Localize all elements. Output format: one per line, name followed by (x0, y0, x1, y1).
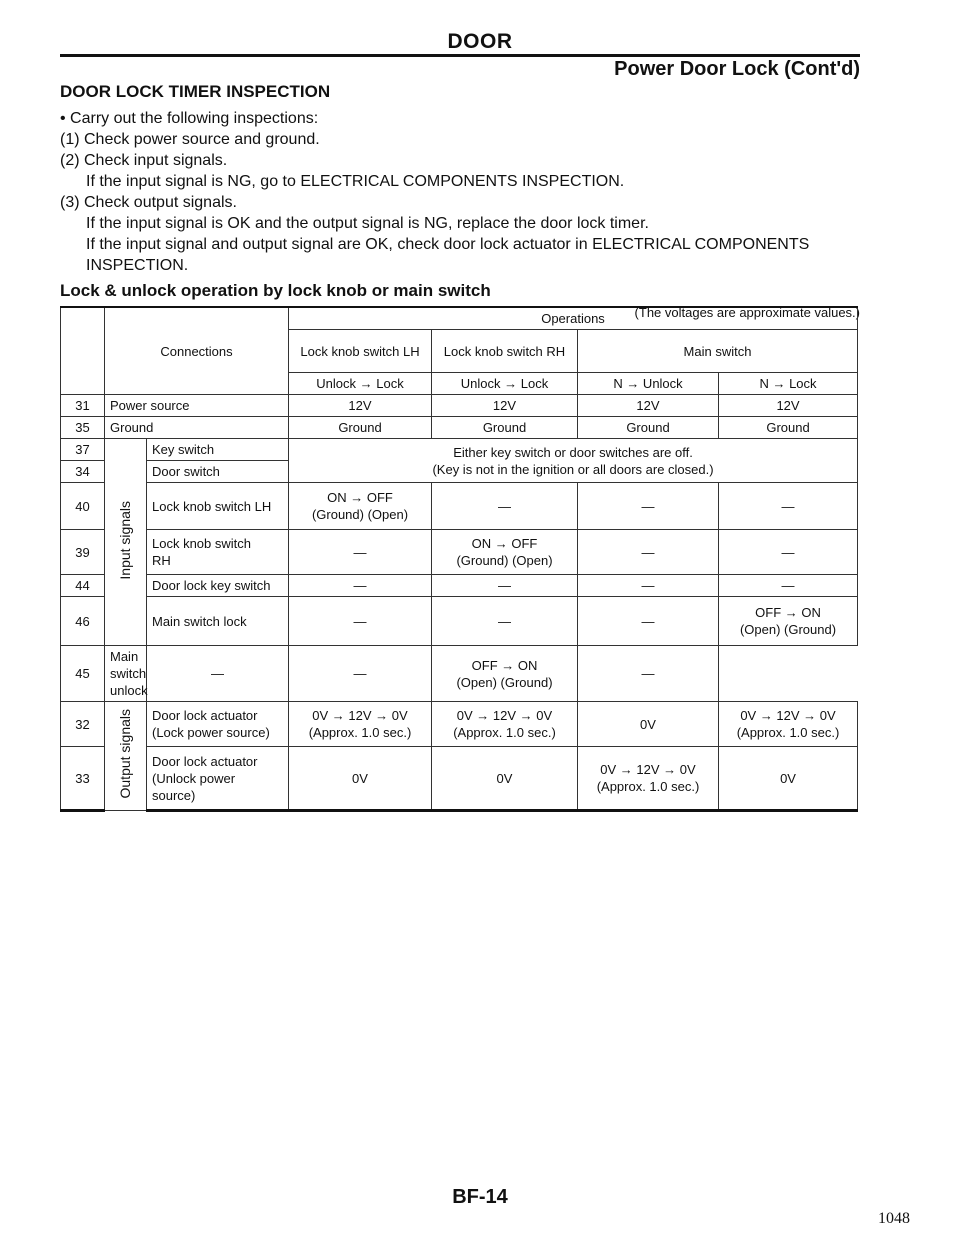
terminal-number: 46 (61, 597, 105, 646)
value-line: 0V → 12V → 0V (456, 708, 553, 723)
value-cell (432, 702, 578, 747)
inspection-section (60, 82, 860, 320)
value-cell: — (289, 597, 432, 646)
value-cell: — (578, 530, 719, 575)
value-cell (719, 702, 858, 747)
table-row (61, 575, 858, 597)
value-cell: 0V (719, 747, 858, 811)
value-line: (Open) (Ground) (739, 622, 837, 637)
either-note-line: Either key switch or door switches are off. (453, 444, 693, 460)
value-cell: 0V (432, 747, 578, 811)
page-subtitle: Power Door Lock (Cont'd) (614, 58, 860, 80)
value-cell: 0V (289, 747, 432, 811)
value-line: (Ground) (Open) (456, 553, 553, 568)
connection-name: Door lock key switch (147, 575, 289, 597)
connection-name: Main switch lock (147, 597, 289, 646)
value-cell: 12V (578, 395, 719, 417)
value-cell: 12V (289, 395, 432, 417)
col-lock-knob-rh: Lock knob switch RH (432, 330, 578, 373)
operations-table (60, 306, 858, 812)
instruction-line: • Carry out the following inspections: (60, 110, 319, 127)
title-rule (60, 54, 860, 57)
terminal-number: 35 (61, 417, 105, 439)
page-title: DOOR (447, 30, 513, 53)
value-cell: 12V (432, 395, 578, 417)
value-cell: — (578, 483, 719, 530)
value-cell (432, 530, 578, 575)
instruction-line: (2) Check input signals. (60, 152, 228, 169)
value-line: ON → OFF (327, 490, 393, 505)
value-cell: — (578, 646, 719, 702)
terminal-number: 32 (61, 702, 105, 747)
value-cell: — (432, 597, 578, 646)
terminal-number: 40 (61, 483, 105, 530)
value-line: 0V → 12V → 0V (740, 708, 836, 723)
value-cell: — (432, 483, 578, 530)
either-note-line: (Key is not in the ignition or all doors are closed.) (432, 461, 714, 477)
connections-header: Connections (105, 307, 289, 395)
instruction-line: If the input signal is NG, go to ELECTRICAL COMPONENTS INSPECTION. (86, 173, 625, 190)
instruction-line: (1) Check power source and ground. (60, 131, 320, 148)
connection-name: Lock knob switch LH (147, 483, 289, 530)
value-cell (578, 747, 719, 811)
terminal-number: 33 (61, 747, 105, 811)
sub-header: Unlock → Lock (289, 373, 432, 395)
value-cell (719, 597, 858, 646)
value-cell: — (147, 646, 289, 702)
value-line: 0V → 12V → 0V (600, 762, 696, 777)
output-signals-group (105, 702, 147, 811)
value-line: 0V → 12V → 0V (312, 708, 408, 723)
connection-name (147, 747, 289, 811)
value-cell: — (289, 530, 432, 575)
table-row (61, 747, 858, 811)
value-cell: Ground (432, 417, 578, 439)
name-line: Door lock actuator (152, 708, 258, 723)
either-note-cell (289, 439, 858, 483)
connection-name: Ground (105, 417, 289, 439)
instruction-line: If the input signal is OK and the output signal is NG, replace the door lock timer. (86, 215, 649, 232)
terminal-number: 39 (61, 530, 105, 575)
output-signals-label: Output signals (117, 709, 133, 799)
value-cell (289, 483, 432, 530)
sub-header: N → Lock (719, 373, 858, 395)
value-cell: 12V (719, 395, 858, 417)
value-cell: Ground (719, 417, 858, 439)
page-number: 1048 (878, 1210, 910, 1227)
table-row (61, 439, 858, 461)
value-line: (Open) (Ground) (456, 674, 553, 690)
name-line: Door lock actuator (152, 753, 258, 769)
value-line: (Approx. 1.0 sec.) (736, 725, 840, 740)
terminal-number: 45 (61, 646, 105, 702)
value-cell: — (719, 575, 858, 597)
connection-name: Power source (105, 395, 289, 417)
value-line: (Approx. 1.0 sec.) (596, 779, 700, 794)
connection-name: Key switch (147, 439, 289, 461)
section-code: BF-14 (452, 1186, 508, 1208)
col-main-switch: Main switch (578, 330, 858, 373)
header-corner (61, 307, 105, 395)
instruction-line: (3) Check output signals. (60, 194, 237, 211)
value-cell (289, 702, 432, 747)
value-cell: 0V (578, 702, 719, 747)
terminal-number: 34 (61, 461, 105, 483)
name-line: (Lock power source) (152, 725, 270, 740)
value-cell (432, 646, 578, 702)
name-line: (Unlock power (152, 770, 236, 786)
table-row (61, 597, 858, 646)
value-line: OFF → ON (471, 657, 538, 673)
value-line: (Ground) (Open) (311, 507, 409, 522)
value-line: OFF → ON (755, 605, 821, 620)
input-signals-group (105, 439, 147, 646)
table-row (61, 530, 858, 575)
connection-name (147, 530, 289, 575)
input-signals-label: Input signals (117, 500, 133, 580)
operations-header: Operations (289, 307, 858, 330)
value-cell: — (578, 597, 719, 646)
sub-header: N → Unlock (578, 373, 719, 395)
instruction-line: If the input signal and output signal are OK, check door lock actuator in ELECTRICAL COMPONENTS INSPECTION. (86, 236, 810, 274)
col-lock-knob-lh: Lock knob switch LH (289, 330, 432, 373)
value-cell: Ground (289, 417, 432, 439)
connection-name: Door switch (147, 461, 289, 483)
value-cell: — (578, 575, 719, 597)
name-line: source) (152, 787, 196, 803)
table-title: Lock & unlock operation by lock knob or main switch (60, 281, 491, 300)
sub-header: Unlock → Lock (432, 373, 578, 395)
connection-name: Main switch unlock (105, 646, 147, 702)
value-cell: Ground (578, 417, 719, 439)
table-row (61, 646, 858, 702)
name-line: Lock knob switch (152, 536, 251, 551)
value-cell: — (719, 530, 858, 575)
terminal-number: 37 (61, 439, 105, 461)
table-note: (The voltages are approximate values.) (634, 305, 860, 320)
table-row (61, 417, 858, 439)
table-row (61, 395, 858, 417)
value-line: ON → OFF (471, 536, 538, 551)
section-title: DOOR LOCK TIMER INSPECTION (60, 82, 331, 101)
table-row (61, 483, 858, 530)
terminal-number: 31 (61, 395, 105, 417)
value-cell: — (289, 575, 432, 597)
connection-name (147, 702, 289, 747)
name-line: RH (152, 553, 171, 568)
value-cell: — (719, 483, 858, 530)
value-cell: — (432, 575, 578, 597)
table-row (61, 702, 858, 747)
value-line: (Approx. 1.0 sec.) (308, 725, 412, 740)
terminal-number: 44 (61, 575, 105, 597)
value-cell: — (289, 646, 432, 702)
value-line: (Approx. 1.0 sec.) (453, 725, 556, 740)
